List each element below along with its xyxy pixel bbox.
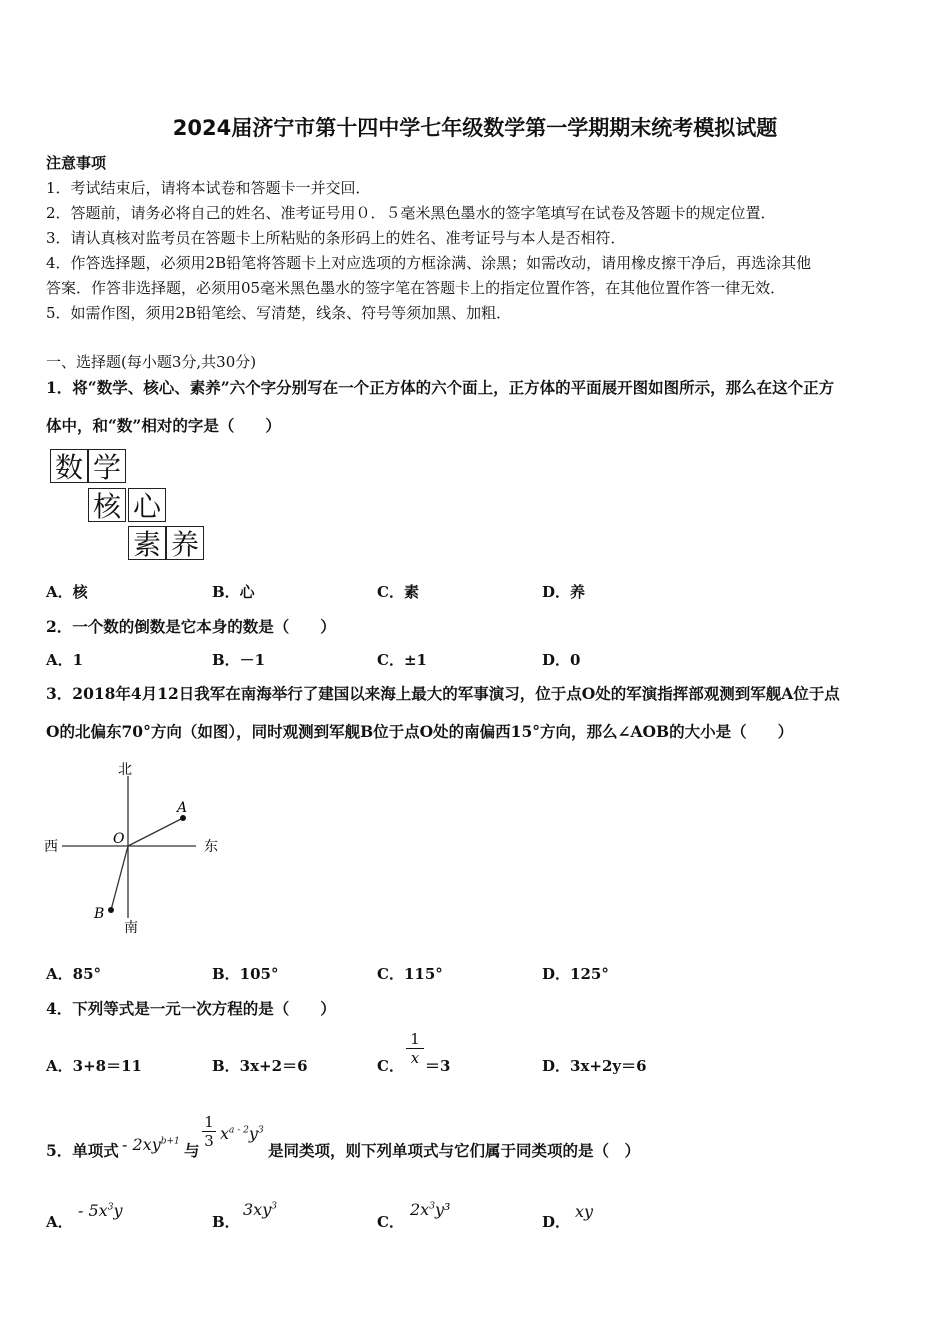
question-5-prefix: 5．单项式 (46, 1141, 119, 1160)
notice-item: 4．作答选择题，必须用2B铅笔将答题卡上对应选项的方框涂满、涂黑；如需改动，请用橡皮擦干净后，再选涂其他 (46, 254, 812, 272)
fraction-numerator: 1 (410, 1030, 420, 1048)
net-cell: 数 (50, 449, 88, 483)
q5-monomial-1 (122, 1135, 180, 1154)
expr-body: 2x (410, 1200, 430, 1219)
net-cell: 素 (128, 526, 166, 560)
monomial-1-body: - 2xy (122, 1135, 161, 1154)
notice-item: 2．答题前，请务必将自己的姓名、准考证号用０．５毫米黑色墨水的签字笔填写在试卷及答题卡的规定位置． (46, 204, 776, 222)
label-a: A (177, 800, 188, 816)
q5-monomial-2 (220, 1124, 264, 1143)
q5-option-b-label[interactable]: B． (212, 1213, 240, 1231)
q3-option-a[interactable]: A．85° (46, 965, 102, 983)
label-b: B (94, 906, 105, 922)
q1-option-b[interactable]: B．心 (212, 583, 255, 601)
notice-heading: 注意事项 (46, 154, 107, 172)
q5-option-c-expr (410, 1200, 450, 1219)
net-cell: 核 (88, 488, 126, 522)
q4-option-d[interactable]: D．3x+2y＝6 (542, 1057, 647, 1075)
q5-option-a-expr (78, 1201, 122, 1220)
q5-option-b-expr (243, 1200, 277, 1219)
notice-item: 1．考试结束后，请将本试卷和答题卡一并交回． (46, 179, 371, 197)
question-3-line2: O的北偏东70°方向（如图），同时观测到军舰B位于点O处的南偏西15°方向，那么∠AOB的大小是（ ） (46, 722, 794, 741)
q3-option-d[interactable]: D．125° (542, 965, 609, 983)
net-cell: 心 (128, 488, 166, 522)
expr-exponent: 3 (271, 1201, 277, 1212)
monomial-2-exp-b: 3 (257, 1125, 264, 1136)
q2-option-d[interactable]: D．0 (542, 651, 581, 669)
expr-body: 3xy (243, 1200, 272, 1219)
monomial-2-y: y (248, 1124, 258, 1143)
expr-exponent: 3 (107, 1202, 114, 1213)
question-2: 2．一个数的倒数是它本身的数是（ ） (46, 617, 336, 636)
point-b (108, 907, 114, 913)
q5-connector: 与 (184, 1141, 200, 1160)
q5-option-a-label[interactable]: A． (46, 1213, 73, 1231)
q4-option-a[interactable]: A．3+8＝11 (46, 1057, 142, 1075)
question-1-line1: 1．将“数学、核心、素养”六个字分别写在一个正方体的六个面上，正方体的平面展开图如图所示，那么在这个正方 (46, 378, 835, 397)
fraction-denominator: x (410, 1049, 420, 1067)
q1-option-d[interactable]: D．养 (542, 583, 586, 601)
q5-option-d-label[interactable]: D． (542, 1213, 571, 1231)
expr-exponent: 3 (429, 1201, 435, 1212)
expr-body: xy (575, 1202, 594, 1221)
monomial-2-exp-a: a - 2 (229, 1125, 249, 1136)
net-cell: 养 (166, 526, 204, 560)
label-south: 南 (124, 920, 138, 936)
question-5-suffix: 是同类项，则下列单项式与它们属于同类项的是（ ） (268, 1141, 641, 1160)
question-3-line1: 3．2018年4月12日我军在南海举行了建国以来海上最大的军事演习，位于点O处的军演指挥部观测到军舰A位于点 (46, 684, 840, 703)
q3-option-b[interactable]: B．105° (212, 965, 279, 983)
label-east: 东 (204, 839, 218, 855)
q2-option-a[interactable]: A．1 (46, 651, 84, 669)
q1-option-c[interactable]: C．素 (377, 583, 419, 601)
q5-fraction (202, 1113, 216, 1150)
ray-oa (128, 818, 183, 846)
q4-option-c-fraction (406, 1030, 424, 1067)
q4-option-b[interactable]: B．3x+2＝6 (212, 1057, 308, 1075)
section-heading: 一、选择题(每小题3分,共30分) (46, 353, 257, 371)
q5-option-c-label[interactable]: C． (377, 1213, 404, 1231)
monomial-1-exponent: b+1 (160, 1136, 180, 1147)
label-west: 西 (44, 839, 58, 855)
label-north: 北 (118, 762, 132, 778)
net-cell: 学 (88, 449, 126, 483)
question-4: 4．下列等式是一元一次方程的是（ ） (46, 999, 336, 1018)
label-o: O (113, 831, 125, 847)
ray-ob (111, 846, 128, 910)
monomial-2-x: x (220, 1124, 230, 1143)
notice-item: 答案．作答非选择题，必须用05毫米黑色墨水的签字笔在答题卡上的指定位置作答，在其他位置作答一律无效． (46, 279, 786, 297)
question-1-line2: 体中，和“数”相对的字是（ ） (46, 416, 281, 435)
fraction-denominator: 3 (204, 1132, 214, 1150)
q4-option-c-label[interactable]: C． (377, 1057, 404, 1075)
q2-option-c[interactable]: C．±1 (377, 651, 427, 669)
page-title: 2024届济宁市第十四中学七年级数学第一学期期末统考模拟试题 (172, 116, 778, 140)
expr-tail: y (113, 1201, 123, 1220)
notice-item: 5．如需作图，须用2B铅笔绘、写清楚，线条、符号等须加黑、加粗． (46, 304, 512, 322)
notice-item: 3．请认真核对监考员在答题卡上所粘贴的条形码上的姓名、准考证号与本人是否相符． (46, 229, 626, 247)
q1-option-a[interactable]: A．核 (46, 583, 88, 601)
q4-option-c-rest: ＝3 (425, 1057, 451, 1075)
expr-tail: y³ (434, 1200, 451, 1219)
q5-option-d-expr (575, 1202, 593, 1221)
expr-body: - 5x (78, 1201, 108, 1220)
fraction-numerator: 1 (204, 1113, 214, 1131)
q2-option-b[interactable]: B．－1 (212, 651, 266, 669)
q3-option-c[interactable]: C．115° (377, 965, 443, 983)
compass-figure (40, 758, 230, 940)
